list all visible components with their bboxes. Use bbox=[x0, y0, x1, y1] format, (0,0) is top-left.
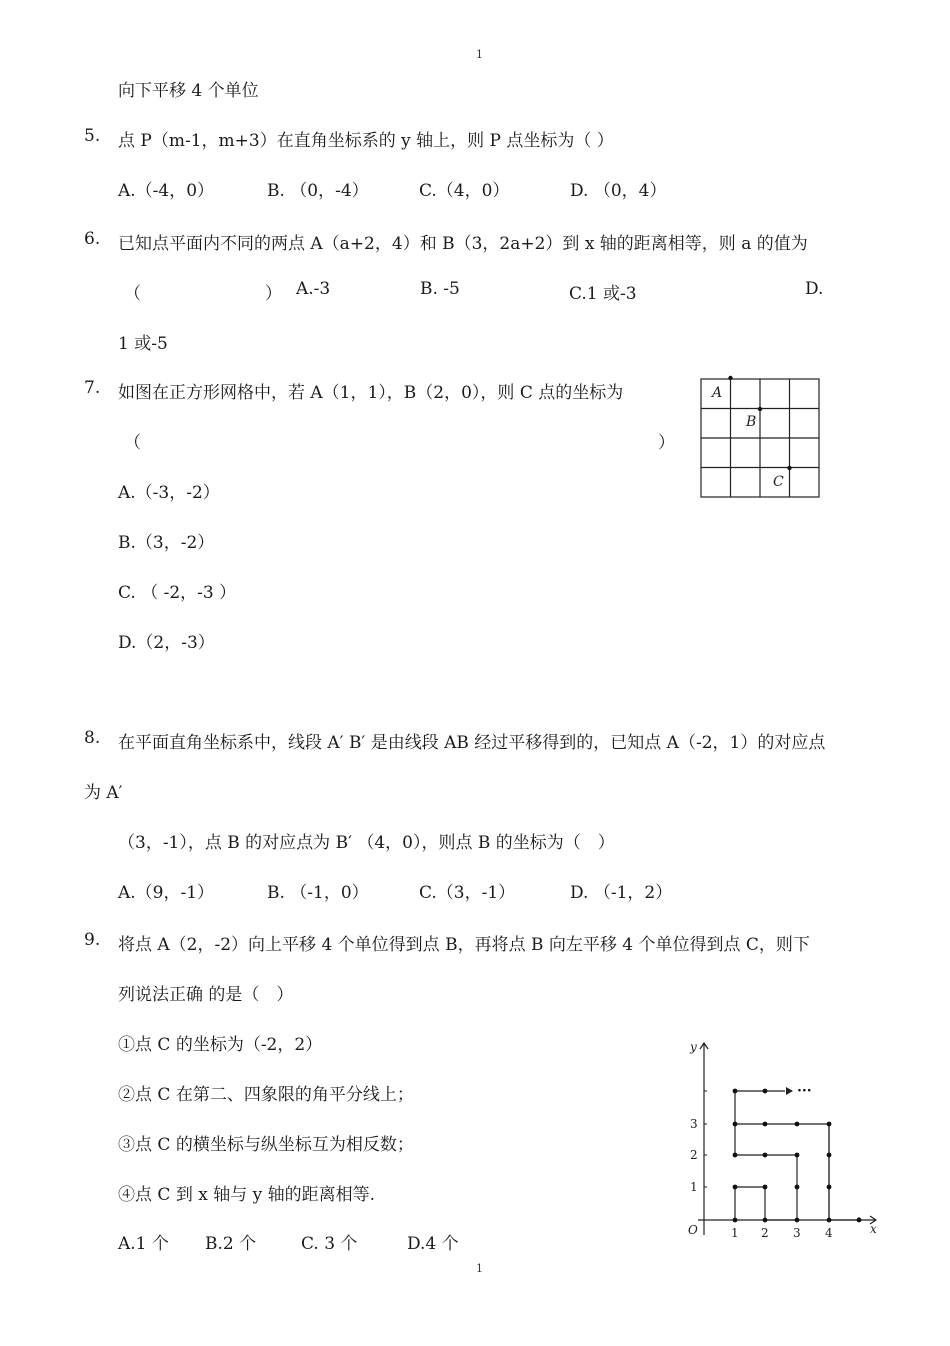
q5-option-d: D. （0，4） bbox=[570, 181, 667, 201]
q5-number: 5. bbox=[84, 126, 101, 146]
q8-line2: 为 A′ bbox=[84, 783, 123, 803]
q8-number: 8. bbox=[84, 728, 101, 748]
q8-option-b: B. （-1，0） bbox=[267, 883, 369, 903]
q8-option-a: A.（9，-1） bbox=[118, 883, 215, 903]
q7-text: 如图在正方形网格中，若 A（1，1），B（2，0），则 C 点的坐标为 bbox=[118, 383, 624, 403]
page-number-top: 1 bbox=[476, 48, 483, 61]
q7-option-c: C. （ -2，-3 ） bbox=[118, 583, 237, 603]
q9-statement-3: ③点 C 的横坐标与纵坐标互为相反数； bbox=[118, 1135, 414, 1155]
q6-option-c: C.1 或-3 bbox=[569, 284, 637, 304]
q7-option-b: B.（3，-2） bbox=[118, 533, 215, 553]
q5-option-c: C.（4，0） bbox=[419, 181, 510, 201]
spiral-ellipsis: ··· bbox=[797, 1083, 812, 1099]
q9-statement-2: ②点 C 在第二、四象限的角平分线上； bbox=[118, 1085, 414, 1105]
q9-number: 9. bbox=[84, 930, 101, 950]
q6-option-b: B. -5 bbox=[420, 279, 460, 299]
q9-option-a: A.1 个 bbox=[118, 1234, 169, 1254]
label-b: B bbox=[746, 414, 757, 430]
q8-line3: （3，-1），点 B 的对应点为 B′ （4，0），则点 B 的坐标为（ ） bbox=[118, 833, 615, 853]
x-axis-label: x bbox=[870, 1222, 877, 1236]
q7-option-d: D.（2，-3） bbox=[118, 633, 215, 653]
x-tick-1: 1 bbox=[731, 1226, 739, 1240]
y-tick-3: 3 bbox=[690, 1117, 698, 1131]
q9-option-b: B.2 个 bbox=[205, 1234, 257, 1254]
label-c: C bbox=[773, 474, 784, 490]
previous-question-tail: 向下平移 4 个单位 bbox=[118, 81, 259, 101]
q9-option-c: C. 3 个 bbox=[301, 1234, 358, 1254]
q6-number: 6. bbox=[84, 229, 101, 249]
q7-paren-open: （ bbox=[124, 433, 141, 453]
q7-grid-figure bbox=[696, 372, 826, 502]
point-b bbox=[758, 407, 762, 411]
spiral-path-lower bbox=[735, 1124, 859, 1220]
origin-label: O bbox=[688, 1223, 698, 1237]
x-tick-2: 2 bbox=[761, 1226, 769, 1240]
y-tick-2: 2 bbox=[690, 1148, 698, 1162]
q7-paren-close: ） bbox=[658, 433, 675, 453]
x-tick-3: 3 bbox=[793, 1226, 801, 1240]
y-tick-1: 1 bbox=[690, 1180, 698, 1194]
y-axis-label: y bbox=[690, 1040, 697, 1054]
q5-option-b: B. （0，-4） bbox=[267, 181, 369, 201]
q6-paren-close: ） bbox=[265, 284, 282, 304]
q6-paren-open: （ bbox=[124, 284, 141, 304]
x-tick-4: 4 bbox=[825, 1226, 833, 1240]
q6-option-d: D. bbox=[805, 279, 824, 299]
page-number-bottom: 1 bbox=[476, 1262, 483, 1275]
q5-option-a: A.（-4，0） bbox=[118, 181, 215, 201]
q9-line2: 列说法正确 的是（ ） bbox=[118, 985, 294, 1005]
q6-option-a: A.-3 bbox=[296, 279, 331, 299]
q8-option-c: C.（3，-1） bbox=[419, 883, 516, 903]
label-a: A bbox=[712, 385, 723, 401]
q7-number: 7. bbox=[84, 378, 101, 398]
point-a bbox=[728, 376, 732, 380]
q9-statement-4: ④点 C 到 x 轴与 y 轴的距离相等. bbox=[118, 1185, 376, 1205]
q9-statement-1: ①点 C 的坐标为（-2，2） bbox=[118, 1035, 323, 1055]
spiral-arrow-head bbox=[786, 1087, 793, 1095]
q9-text: 将点 A（2，-2）向上平移 4 个单位得到点 B，再将点 B 向左平移 4 个单位得到点 C，则下 bbox=[118, 935, 810, 955]
spiral-path-figure bbox=[680, 1035, 885, 1245]
q9-option-d: D.4 个 bbox=[407, 1234, 459, 1254]
q6-option-d-cont: 1 或-5 bbox=[118, 334, 168, 354]
q7-option-a: A.（-3，-2） bbox=[118, 483, 220, 503]
spiral-path-upper bbox=[735, 1091, 765, 1124]
q5-text: 点 P（m-1，m+3）在直角坐标系的 y 轴上，则 P 点坐标为（ ） bbox=[118, 131, 614, 151]
q6-text: 已知点平面内不同的两点 A（a+2，4）和 B（3，2a+2）到 x 轴的距离相等，则 a 的值为 bbox=[118, 234, 808, 254]
q8-text: 在平面直角坐标系中，线段 A′ B′ 是由线段 AB 经过平移得到的，已知点 A（-2，1）的对应点 bbox=[118, 733, 826, 753]
q8-option-d: D. （-1，2） bbox=[570, 883, 673, 903]
point-c bbox=[787, 466, 791, 470]
